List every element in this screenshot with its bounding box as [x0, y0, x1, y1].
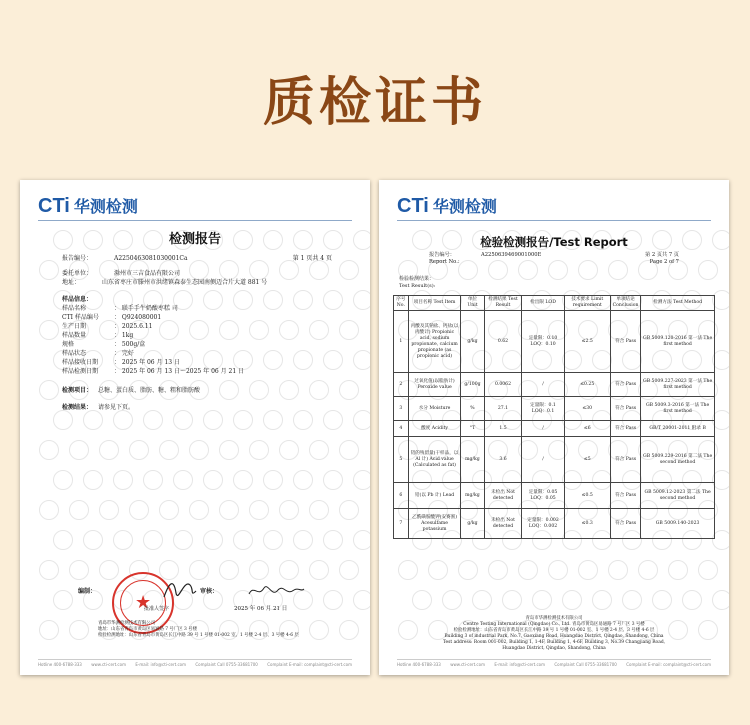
- sample-field-row: [62, 358, 332, 367]
- watermark-icon: [233, 410, 253, 430]
- watermark-icon: [159, 500, 179, 520]
- table-cell: 酸度 Acidity: [408, 421, 461, 437]
- table-cell: 定量限：0.05 LOQ：0.05: [522, 483, 564, 509]
- sample-field-label: 样品状态: [62, 350, 87, 357]
- watermark-icon: [113, 470, 133, 490]
- watermark-icon: [39, 620, 59, 640]
- watermark-icon: [428, 560, 448, 580]
- watermark-icon: [279, 440, 299, 460]
- table-row: [394, 373, 715, 397]
- table-cell: 未检出 Not detected: [484, 509, 522, 539]
- report-sheet-left: [20, 180, 370, 675]
- table-cell: 铅(以 Pb 计) Lead: [408, 483, 461, 509]
- watermark-icon: [83, 410, 103, 430]
- watermark-icon: [502, 590, 522, 610]
- footer-hotline: Hotline 400-6788-333: [397, 662, 441, 667]
- watermark-icon: [99, 560, 119, 580]
- watermark-icon: [219, 440, 239, 460]
- watermark-icon: [578, 560, 598, 580]
- table-cell: g/kg: [461, 311, 484, 373]
- table-header-cell: 技术要求 Limit requirement: [564, 296, 610, 311]
- sample-field-label: 样品名称: [62, 305, 87, 312]
- watermark-icon: [189, 440, 209, 460]
- client-name: 滁州市三吉食品有限公司: [114, 270, 181, 277]
- watermark-icon: [339, 560, 359, 580]
- sample-field-value: ： 完好: [114, 350, 134, 357]
- report-no-label-en: Report No.:: [429, 259, 460, 265]
- watermark-icon: [668, 560, 688, 580]
- watermark-icon: [99, 500, 119, 520]
- watermark-icon: [39, 320, 59, 340]
- table-cell: ≤5: [564, 437, 610, 483]
- table-cell: g/kg: [461, 509, 484, 539]
- table-cell: mg/kg: [461, 483, 484, 509]
- watermark-icon: [39, 500, 59, 520]
- watermark-icon: [592, 590, 612, 610]
- table-cell: GB 5009.3-2016 第一法 The first method: [641, 397, 715, 421]
- table-cell: 铝的残留量(干样品，以 Al 计) Acid value (Calculated as fat): [408, 437, 461, 483]
- logo-cti-text: CTi: [38, 195, 70, 217]
- watermark-icon: [353, 350, 370, 370]
- watermark-icon: [203, 470, 223, 490]
- watermark-icon: [99, 440, 119, 460]
- reviewed-label: 审核：: [200, 588, 219, 595]
- sample-field-value: ： Q924080001: [114, 314, 162, 321]
- watermark-icon: [143, 410, 163, 430]
- seal-star-icon: ★: [135, 592, 152, 613]
- table-cell: °T: [461, 421, 484, 437]
- table-cell: 符合 Pass: [610, 397, 640, 421]
- cti-logo: [38, 194, 138, 218]
- table-cell: /: [522, 437, 564, 483]
- company-name-en: Centre Testing International (Qingdao) Co., Ltd. 青岛市黄岛区易通路 7 号厂区 3 号楼: [463, 622, 645, 627]
- table-cell: ≤6: [564, 421, 610, 437]
- sample-field-label: 样品检测日期: [62, 368, 99, 375]
- table-cell: %: [461, 397, 484, 421]
- table-cell: GB 5009.120-2016 第一法 The first method: [641, 311, 715, 373]
- table-cell: GB 5009.140-2023: [641, 509, 715, 539]
- watermark-icon: [39, 560, 59, 580]
- company-address: 地址：山东省青岛市黄岛区易通路 7 号厂区 3 号楼: [98, 627, 197, 632]
- watermark-icon: [472, 590, 492, 610]
- watermark-icon: [353, 590, 370, 610]
- table-cell: 水分 Moisture: [408, 397, 461, 421]
- table-cell: ≤0.5: [564, 483, 610, 509]
- sample-field-row: [62, 340, 332, 349]
- footer-complaint-call: Complaint Call 0755-33681700: [554, 662, 617, 667]
- page-title: 质检证书: [262, 73, 487, 133]
- signature-reviewed: [246, 580, 306, 602]
- watermark-icon: [113, 530, 133, 550]
- watermark-icon: [69, 440, 89, 460]
- table-cell: 未检出 Not detected: [484, 483, 522, 509]
- table-cell: ≤0.25: [564, 373, 610, 397]
- footer-hotline: Hotline 400-6788-333: [38, 662, 82, 667]
- watermark-icon: [682, 590, 702, 610]
- table-cell: 定量限：0.1 LOQ：0.1: [522, 397, 564, 421]
- watermark-icon: [323, 410, 343, 430]
- table-cell: 27.1: [484, 397, 522, 421]
- table-cell: 6: [394, 483, 409, 509]
- watermark-icon: [339, 260, 359, 280]
- watermark-icon: [129, 440, 149, 460]
- watermark-icon: [309, 500, 329, 520]
- sample-field-value: ： 2025 年 06 月 13 日～2025 年 06 月 21 日: [114, 368, 245, 375]
- table-header-cell: 序号 No.: [394, 296, 409, 311]
- report-date: 2025 年 06 月 21 日: [234, 606, 288, 612]
- watermark-icon: [353, 530, 370, 550]
- watermark-icon: [353, 470, 370, 490]
- table-cell: 符合 Pass: [610, 509, 640, 539]
- table-cell: 4: [394, 421, 409, 437]
- watermark-icon: [488, 560, 508, 580]
- signature-prepared: [160, 575, 200, 605]
- table-cell: GB 5009.227-2023 第一法 The first method: [641, 373, 715, 397]
- page-number: 第 1 页共 4 页: [292, 255, 332, 262]
- table-cell: mg/kg: [461, 437, 484, 483]
- table-row: [394, 311, 715, 373]
- watermark-icon: [249, 560, 269, 580]
- table-cell: ≤2.5: [564, 311, 610, 373]
- sample-field-row: [62, 349, 332, 358]
- report-no-label: 报告编号：: [62, 255, 93, 262]
- table-cell: 符合 Pass: [610, 437, 640, 483]
- items-label: 检测项目：: [62, 387, 93, 394]
- table-cell: /: [522, 421, 564, 437]
- result-label: 检验检测结果：: [399, 276, 435, 282]
- sample-fields: [62, 304, 332, 376]
- table-cell: 0.62: [484, 311, 522, 373]
- table-cell: 定量限：0.10 LOQ：0.10: [522, 311, 564, 373]
- client-address: 山东省枣庄市滕州市洪绪镇森泰生态园南侧迈合片大道 881 号: [102, 279, 268, 286]
- report-no: A2250639469001000E: [481, 252, 542, 258]
- page-number-en: Page 2 of 7: [649, 259, 679, 265]
- watermark-icon: [83, 530, 103, 550]
- table-cell: 过氧化值(以脂肪计) Peroxide value: [408, 373, 461, 397]
- sample-field-row: [62, 304, 332, 313]
- watermark-icon: [293, 470, 313, 490]
- watermark-icon: [279, 500, 299, 520]
- watermark-icon: [712, 590, 729, 610]
- watermark-icon: [39, 260, 59, 280]
- result-label-en: Test Result(s):: [399, 283, 436, 289]
- watermark-icon: [622, 590, 642, 610]
- sample-field-label: 样品数量: [62, 332, 87, 339]
- test-conclusion: 请参见下页。: [98, 404, 135, 411]
- watermark-icon: [203, 530, 223, 550]
- conclusion-label: 检测结果：: [62, 404, 93, 411]
- table-cell: 7: [394, 509, 409, 539]
- watermark-icon: [339, 500, 359, 520]
- watermark-icon: [293, 410, 313, 430]
- watermark-icon: [309, 440, 329, 460]
- watermark-icon: [249, 440, 269, 460]
- cti-logo: [397, 194, 497, 218]
- sample-field-value: ： 2025.6.11: [114, 323, 153, 330]
- table-cell: GB 5009.229-2016 第二法 The second method: [641, 437, 715, 483]
- watermark-icon: [233, 470, 253, 490]
- watermark-icon: [39, 380, 59, 400]
- watermark-icon: [83, 470, 103, 490]
- table-cell: 符合 Pass: [610, 421, 640, 437]
- watermark-icon: [548, 560, 568, 580]
- watermark-icon: [173, 470, 193, 490]
- header-divider: [38, 220, 352, 221]
- watermark-icon: [562, 590, 582, 610]
- footer-right: [397, 659, 711, 667]
- sample-field-value: ： 2025 年 06 月 13 日: [114, 359, 180, 366]
- sample-field-row: [62, 313, 332, 322]
- sample-field-value: ： 1kg: [114, 332, 134, 339]
- watermark-icon: [323, 590, 343, 610]
- logo-cti-text: CTi: [397, 195, 429, 217]
- watermark-icon: [698, 560, 718, 580]
- sample-field-row: [62, 331, 332, 340]
- sample-field-row: [62, 367, 332, 376]
- watermark-icon: [263, 470, 283, 490]
- watermark-icon: [219, 500, 239, 520]
- page-number: 第 2 页共 7 页: [645, 252, 679, 258]
- watermark-icon: [339, 380, 359, 400]
- watermark-icon: [53, 410, 73, 430]
- client-label: 委托单位：: [62, 270, 93, 277]
- watermark-icon: [608, 560, 628, 580]
- company-name: 青岛市华测检测技术有限公司: [525, 616, 583, 621]
- watermark-icon: [442, 590, 462, 610]
- footer-email: E-mail: info@cti-cert.com: [135, 662, 187, 667]
- table-cell: 定量限：0.002 LOQ：0.002: [522, 509, 564, 539]
- table-cell: 乙酰磺胺酸钾(安赛蜜) Acesulfame potassium: [408, 509, 461, 539]
- table-cell: 0.0062: [484, 373, 522, 397]
- table-header-cell: 检出限 LOD: [522, 296, 564, 311]
- table-cell: GB/T 20001-2011 附录 B: [641, 421, 715, 437]
- watermark-icon: [203, 410, 223, 430]
- footer-complaint-call: Complaint Call 0755-33681700: [195, 662, 258, 667]
- table-cell: 符合 Pass: [610, 483, 640, 509]
- watermark-icon: [129, 500, 149, 520]
- footer-left: [38, 659, 352, 667]
- address-en-3: Huangdao District, Qingdao, Shandong, China: [502, 646, 606, 651]
- watermark-icon: [69, 620, 89, 640]
- table-cell: 3: [394, 397, 409, 421]
- table-cell: 3.6: [484, 437, 522, 483]
- test-items: 总糖、蛋白质、脂肪、糖、粗和脂肪酸: [98, 387, 201, 394]
- watermark-icon: [339, 440, 359, 460]
- watermark-icon: [53, 530, 73, 550]
- watermark-icon: [189, 500, 209, 520]
- sample-field-label: 生产日期: [62, 323, 87, 330]
- watermark-icon: [412, 590, 432, 610]
- table-header-cell: 检测结果 Test Result: [484, 296, 522, 311]
- watermark-icon: [309, 560, 329, 580]
- report-title: 检验检测报告/Test Report: [480, 235, 628, 249]
- footer-website: www.cti-cert.com: [450, 662, 485, 667]
- footer-website: www.cti-cert.com: [91, 662, 126, 667]
- watermark-icon: [233, 530, 253, 550]
- watermark-icon: [398, 560, 418, 580]
- watermark-icon: [249, 500, 269, 520]
- table-cell: ≤30: [564, 397, 610, 421]
- table-cell: 符合 Pass: [610, 373, 640, 397]
- watermark-icon: [293, 530, 313, 550]
- watermark-icon: [638, 560, 658, 580]
- results-table: [393, 295, 715, 539]
- logo-cn-text: 华测检测: [73, 199, 138, 216]
- watermark-icon: [323, 470, 343, 490]
- table-header-cell: 单项结论 Conclusion: [610, 296, 640, 311]
- sample-field-label: 样品接收日期: [62, 359, 99, 366]
- watermark-icon: [219, 560, 239, 580]
- report-no: A2250463081030001Ca: [114, 255, 188, 262]
- report-sheet-right: [379, 180, 729, 675]
- watermark-icon: [69, 500, 89, 520]
- watermark-icon: [652, 590, 672, 610]
- watermark-icon: [279, 560, 299, 580]
- report-title: 检测报告: [168, 232, 221, 247]
- watermark-icon: [53, 590, 73, 610]
- address-en-1: Building 3 of industrial Park, No.7, Gaoxiang Road, Huangdao District, Qingdao, Shandong, China: [444, 634, 664, 639]
- watermark-icon: [173, 530, 193, 550]
- watermark-icon: [458, 560, 478, 580]
- table-row: [394, 397, 715, 421]
- header-divider: [397, 220, 711, 221]
- table-cell: ≤0.3: [564, 509, 610, 539]
- company-name: 青岛市华测检测技术有限公司: [98, 621, 156, 626]
- watermark-icon: [173, 410, 193, 430]
- table-header-cell: 检测方法 Test Method: [641, 296, 715, 311]
- watermark-icon: [698, 260, 718, 280]
- table-header-cell: 单位 Unit: [461, 296, 484, 311]
- approved-label: 批准人签字: [144, 606, 170, 612]
- sample-info-label: 样品信息：: [62, 296, 93, 303]
- watermark-icon: [263, 410, 283, 430]
- footer-email: E-mail: info@cti-cert.com: [494, 662, 546, 667]
- address-label: 地址：: [62, 279, 81, 286]
- watermark-icon: [532, 590, 552, 610]
- watermark-icon: [69, 560, 89, 580]
- test-address: 检验检测地址：山东省青岛市黄岛区长江中路 39 号 1 号楼 01-002 室、1 号楼 2-4 层、3 号楼 4-6 层: [98, 633, 299, 638]
- watermark-icon: [143, 470, 163, 490]
- logo-cn-text: 华测检测: [432, 199, 497, 216]
- table-row: [394, 483, 715, 509]
- table-cell: 5: [394, 437, 409, 483]
- sample-field-row: [62, 322, 332, 331]
- watermark-icon: [518, 560, 538, 580]
- table-cell: GB 5009.12-2023 第二法 The second method: [641, 483, 715, 509]
- table-cell: /: [522, 373, 564, 397]
- watermark-icon: [113, 410, 133, 430]
- watermark-icon: [353, 410, 370, 430]
- watermark-icon: [263, 530, 283, 550]
- watermark-icon: [323, 530, 343, 550]
- footer-complaint-email: Complaint E-mail: complaint@cti-cert.com: [626, 662, 711, 667]
- watermark-icon: [159, 440, 179, 460]
- footer-complaint-email: Complaint E-mail: complaint@cti-cert.com: [267, 662, 352, 667]
- sample-field-value: ： 500g/盒: [114, 341, 146, 348]
- prepared-label: 编制：: [78, 588, 97, 595]
- sample-field-label: CTI 样品编号: [62, 314, 99, 321]
- address-en-2: Test address: Room 001-002, Building 1, 1-4F, Building 1, 4-6F, Building 3, No.39 Changjiang Road,: [442, 640, 666, 645]
- table-cell: 丙酸及其钠盐、钙盐(以丙酸计) Propionic acid, sodium propionate, calcium propionate (as propionic acid): [408, 311, 461, 373]
- sample-field-label: 规格: [62, 341, 75, 348]
- watermark-icon: [39, 440, 59, 460]
- table-row: [394, 509, 715, 539]
- table-cell: 符合 Pass: [610, 311, 640, 373]
- table-row: [394, 437, 715, 483]
- watermark-icon: [53, 470, 73, 490]
- watermark-icon: [339, 320, 359, 340]
- table-header-cell: 项目名称 Test Item: [408, 296, 461, 311]
- watermark-icon: [143, 530, 163, 550]
- table-header-row: [394, 296, 715, 311]
- table-row: [394, 421, 715, 437]
- table-cell: 1: [394, 311, 409, 373]
- table-cell: 2: [394, 373, 409, 397]
- sample-field-value: ： 联手手牛奶酸枣糕 司: [114, 305, 178, 312]
- table-cell: g/100g: [461, 373, 484, 397]
- table-cell: 1.5: [484, 421, 522, 437]
- watermark-icon: [353, 290, 370, 310]
- report-no-label: 报告编号：: [429, 252, 455, 258]
- test-address: 检验检测地址：山东省青岛市黄岛区长江中路 39 号 1 号楼 01-002 室、1 号楼 2-4 层、3 号楼 4-6 层: [453, 628, 655, 633]
